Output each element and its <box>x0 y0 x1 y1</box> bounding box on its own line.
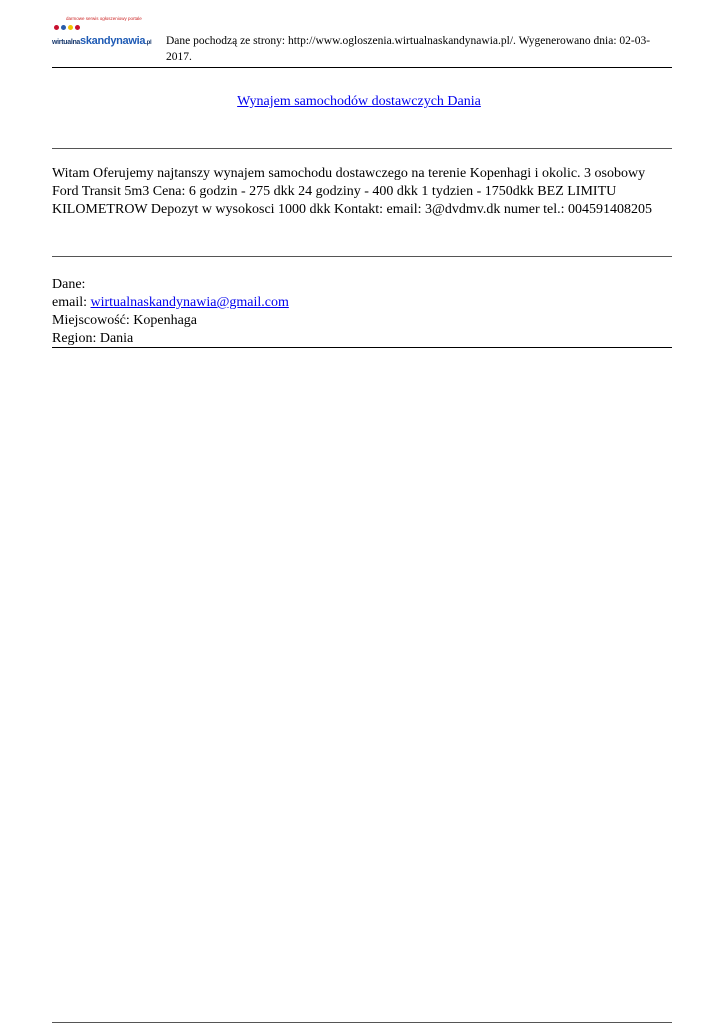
email-label: email: <box>52 295 91 310</box>
flag-icon-denmark <box>54 25 59 30</box>
location-row <box>52 312 664 330</box>
site-logo <box>52 16 162 47</box>
email-row <box>52 294 664 312</box>
logo-word-part3: .pl <box>145 40 152 46</box>
logo-tagline: darmowe serwis ogłoszeniowy portale <box>66 16 142 21</box>
header-divider <box>52 67 672 68</box>
flag-icon-finland <box>68 25 73 30</box>
listing-description: Witam Oferujemy najtanszy wynajem samochodu dostawczego na terenie Kopenhagi i okolic. 3 osobowy Ford Transit 5m3 Cena: 6 godzin - 275 dkk 24 godziny - 400 dkk 1 tydzien - 1750dkk BEZ LIMITU KILOMETROW Depozyt w wysokosci 1000 dkk Kontakt: email: 3@dvdmv.dk numer tel.: 004591408205 <box>52 166 653 217</box>
location-label: Miejscowość: <box>52 313 134 328</box>
source-info: Dane pochodzą ze strony: http://www.ogloszenia.wirtualnaskandynawia.pl/. Wygenerowano dnia: 02-03-2017. <box>166 35 651 63</box>
region-row <box>52 330 664 348</box>
listing-title-link[interactable]: Wynajem samochodów dostawczych Dania <box>237 94 481 109</box>
logo-word-part1: wirtualna <box>52 39 81 46</box>
details-section <box>52 276 664 348</box>
region-label: Region: <box>52 331 100 346</box>
flag-icon-norway <box>75 25 80 30</box>
details-heading: Dane: <box>52 277 86 292</box>
location-value: Kopenhaga <box>133 313 198 328</box>
region-value: Dania <box>99 331 134 346</box>
logo-wordmark <box>52 31 151 49</box>
flag-icon-sweden <box>61 25 66 30</box>
footer-divider <box>52 1022 672 1023</box>
description-divider <box>52 256 672 257</box>
logo-word-part2: skandynawia <box>80 35 146 47</box>
details-divider <box>52 347 672 348</box>
title-divider <box>52 148 672 149</box>
email-link[interactable]: wirtualnaskandynawia@gmail.com <box>90 295 289 310</box>
